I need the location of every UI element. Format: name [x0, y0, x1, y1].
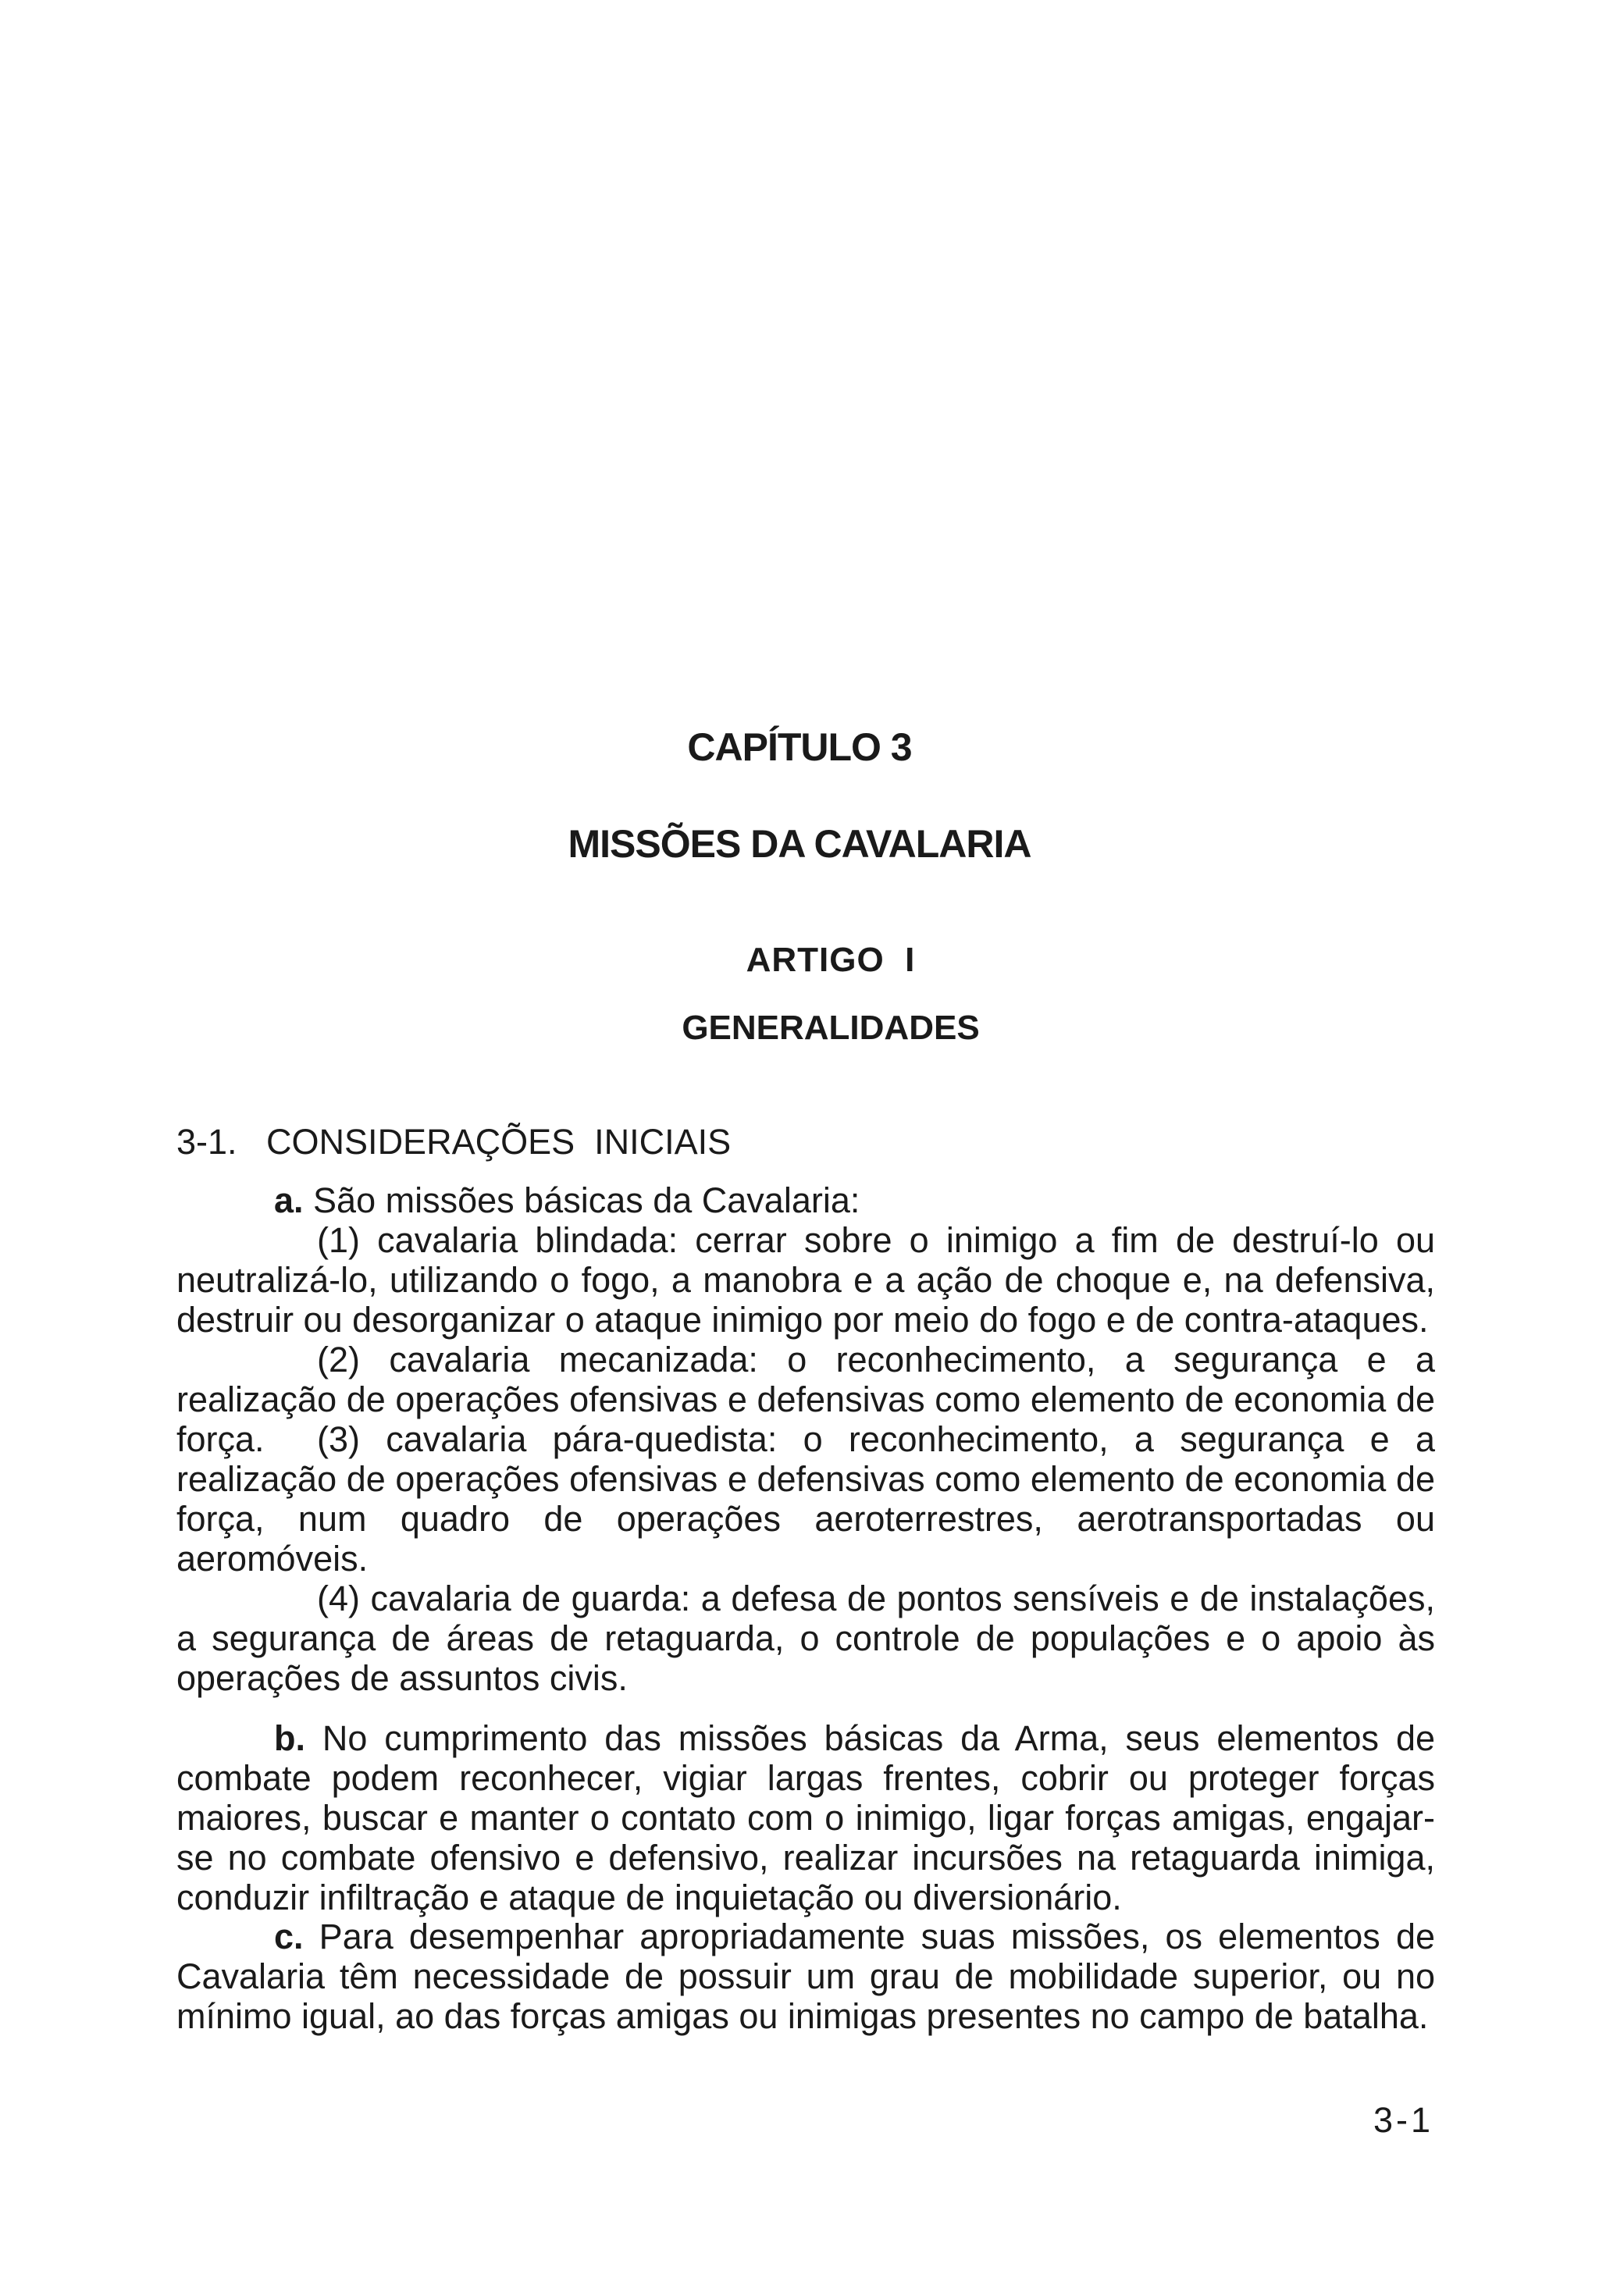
- chapter-title: CAPÍTULO 3: [687, 725, 912, 769]
- subitem-1: (1) cavalaria blindada: cerrar sobre o inimigo a fim de destruí-lo ou neutralizá-lo, utilizando o fogo, a manobra e a ação de choque e, na defensiva, destruir ou desorganizar o ataque inimigo por meio do fogo e de contra-ataques.: [176, 1220, 1435, 1340]
- subitem-4: (4) cavalaria de guarda: a defesa de pontos sensíveis e de instalações, a segurança de áreas de retaguarda, o controle de populações e o apoio às operações de assuntos civis.: [176, 1579, 1435, 1698]
- paragraph-c: [176, 1917, 1435, 2036]
- paragraph-a-text: São missões básicas da Cavalaria:: [303, 1180, 860, 1220]
- subitem-2: (2) cavalaria mecanizada: o reconhecimento, a segurança e a realização de operações ofensivas e defensivas como elemento de economia de força.: [176, 1340, 1435, 1459]
- chapter-subtitle: MISSÕES DA CAVALARIA: [568, 822, 1031, 866]
- paragraph-b-label: b.: [274, 1718, 305, 1758]
- section-heading: 3-1. CONSIDERAÇÕES INICIAIS: [176, 1122, 732, 1162]
- paragraph-c-label: c.: [274, 1917, 304, 1956]
- paragraph-c-text: Para desempenhar apropriadamente suas missões, os elementos de Cavalaria têm necessidade de possuir um grau de mobilidade superior, ou no mínimo igual, ao das forças amigas ou inimigas presentes no campo de batalha.: [176, 1917, 1435, 2036]
- article-title: ARTIGO I: [746, 941, 916, 979]
- page-number: 3-1: [1373, 2100, 1433, 2140]
- paragraph-a-label: a.: [274, 1180, 304, 1220]
- paragraph-a: [176, 1180, 1435, 1220]
- paragraph-b-text: No cumprimento das missões básicas da Arma, seus elementos de combate podem reconhecer, vigiar largas frentes, cobrir ou proteger forças maiores, buscar e manter o contato com o inimigo, ligar forças amigas, engajar-se no combate ofensivo e defensivo, realizar incursões na retaguarda inimiga, conduzir infiltração e ataque de inquietação ou diversionário.: [176, 1718, 1435, 1917]
- paragraph-b: [176, 1718, 1435, 1917]
- article-subtitle: GENERALIDADES: [682, 1009, 980, 1047]
- subitem-3: (3) cavalaria pára-quedista: o reconhecimento, a segurança e a realização de operações ofensivas e defensivas como elemento de economia de força, num quadro de operações aeroterrestres, aerotransportadas ou aeromóveis.: [176, 1419, 1435, 1579]
